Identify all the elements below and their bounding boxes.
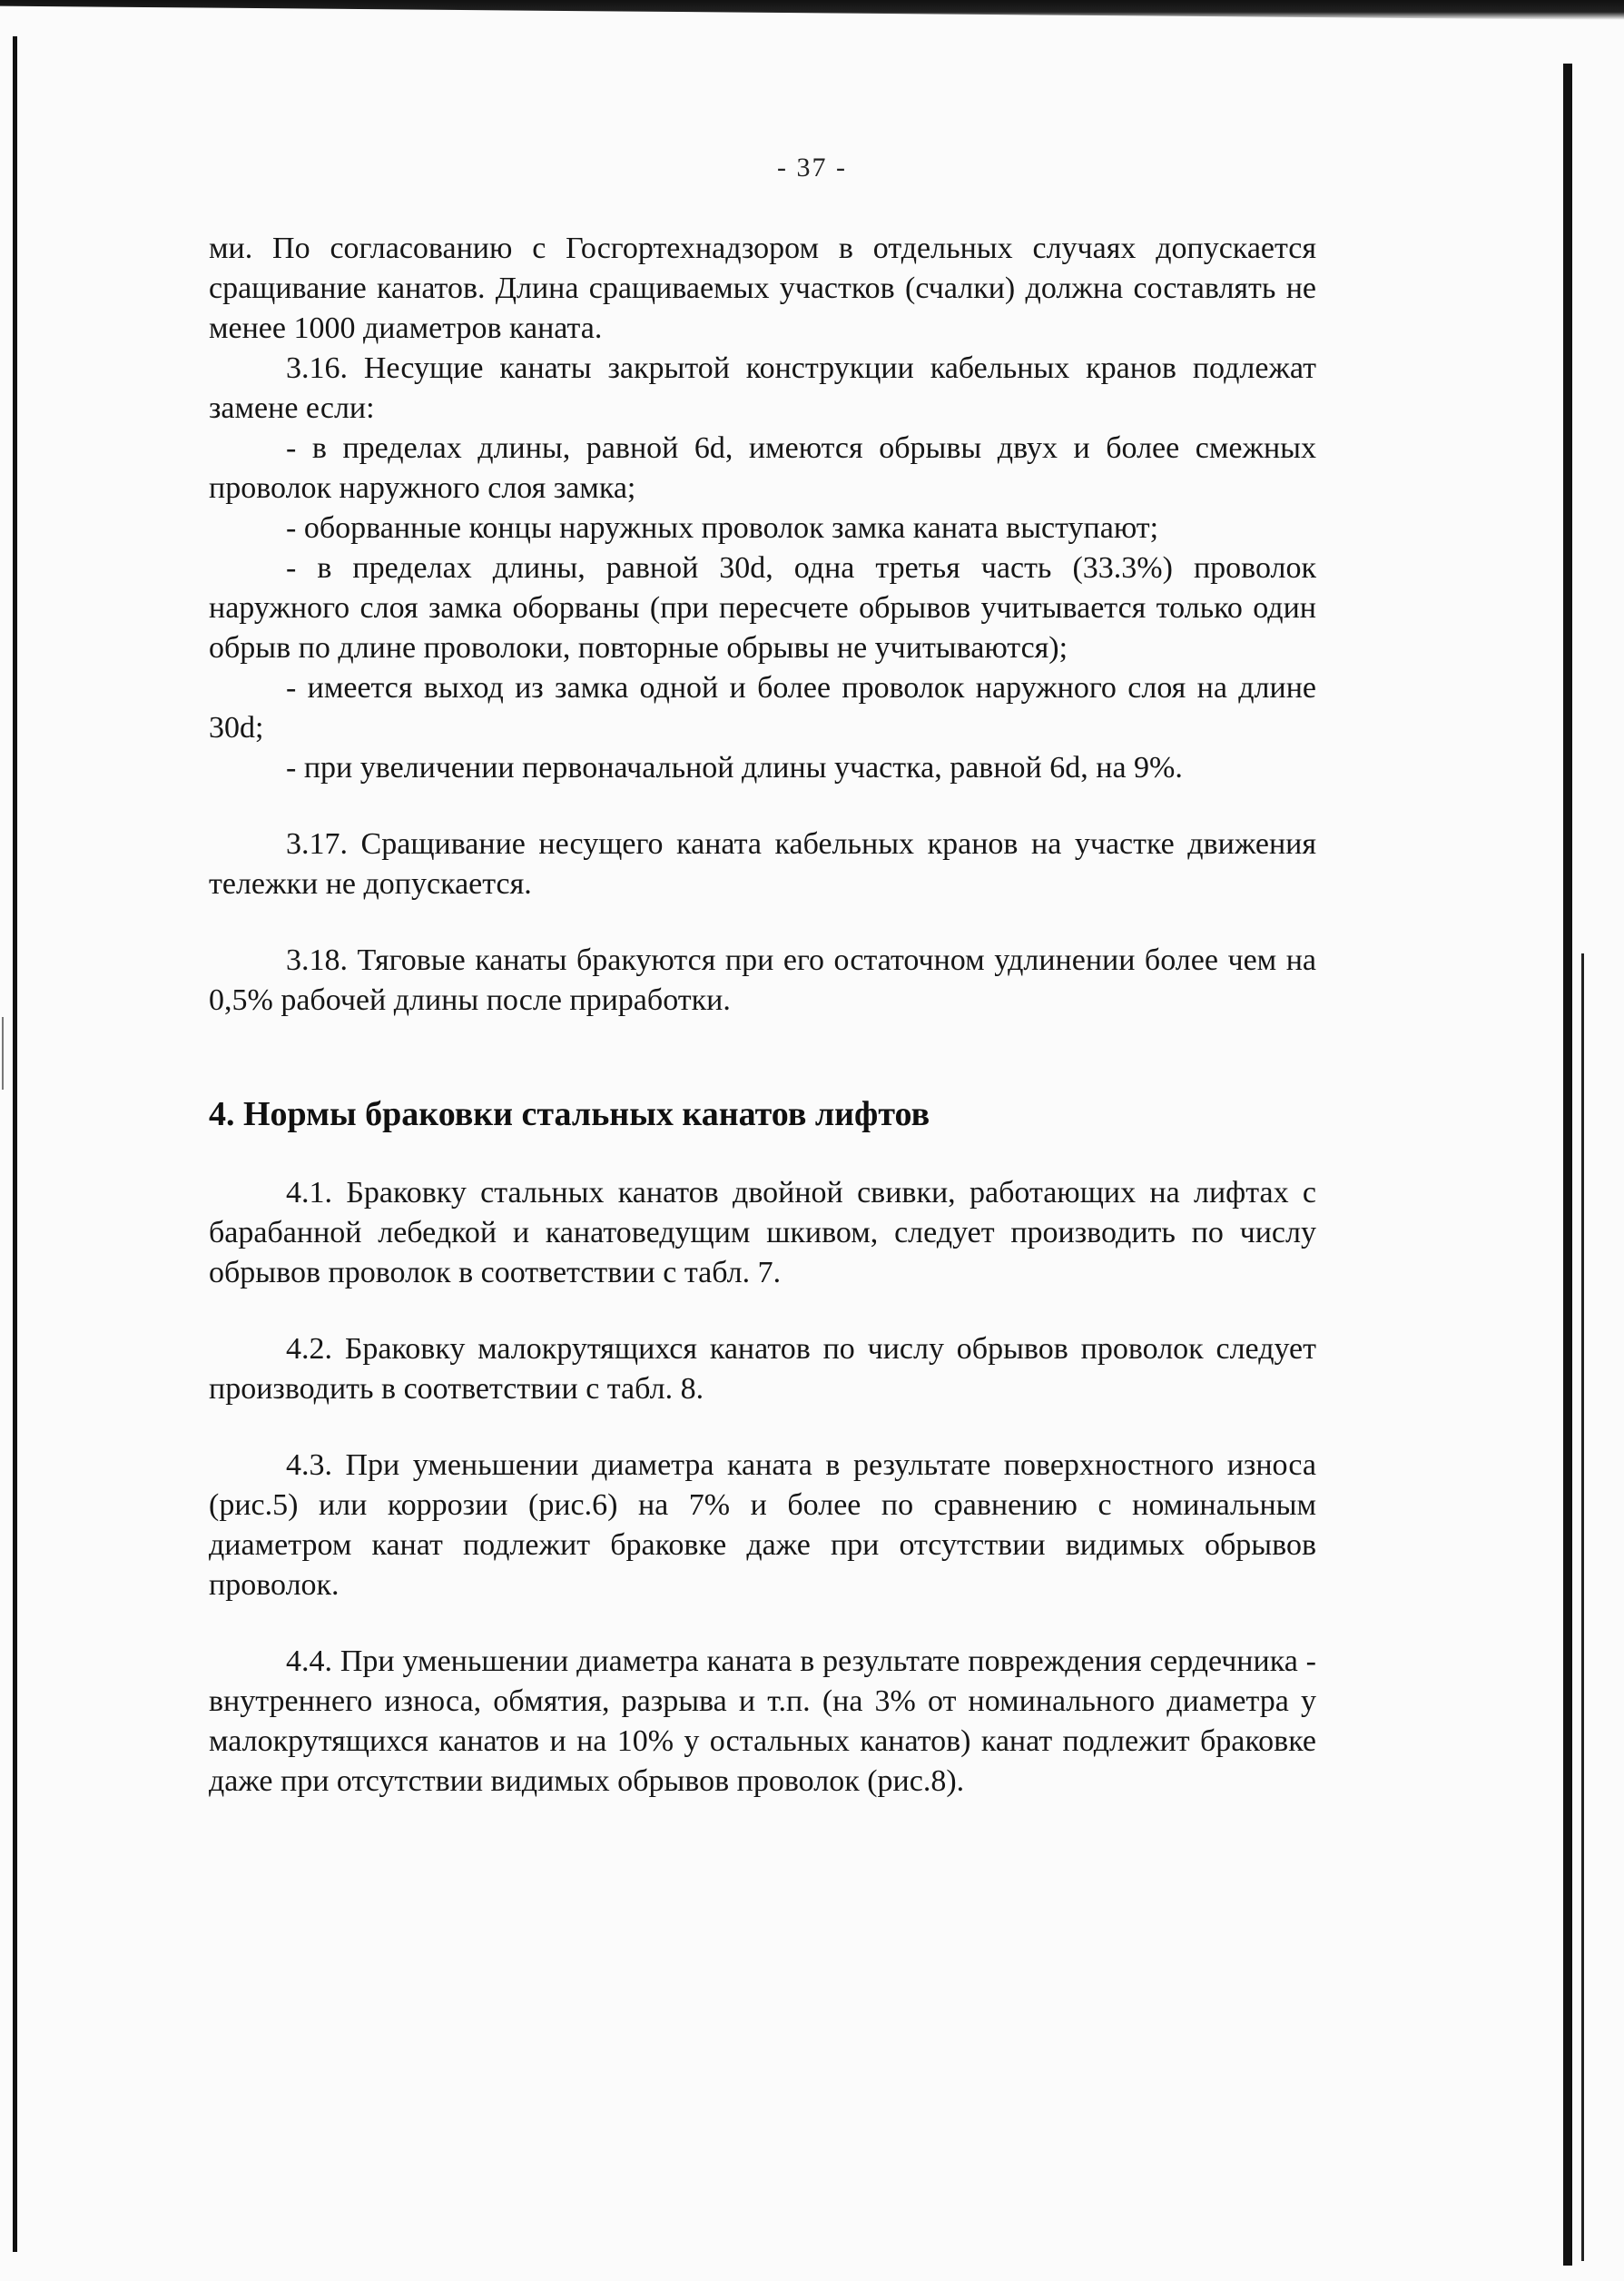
clause-4-3: 4.3. При уменьшении диаметра каната в результате поверхностного износа (рис.5) или коррозии (рис.6) на 7% и более по сравнению с номинальным диаметром канат подлежит браковке даже при отсутствии видимых обрывов проволок.	[209, 1448, 1316, 1602]
scan-left-edge	[13, 36, 17, 2252]
clause-4-4: 4.4. При уменьшении диаметра каната в результате повреждения сердечника - внутреннего износа, обмятия, разрыва и т.п. (на 3% от номинального диаметра у малокрутящихся канатов и на 10% у остальных канатов) канат подлежит браковке даже при отсутствии видимых обрывов проволок (рис.8).	[209, 1644, 1316, 1798]
scan-right-edge-thin	[1581, 953, 1584, 2261]
clause-3-16-intro: 3.16. Несущие канаты закрытой конструкции кабельных кранов подлежат замене если:	[209, 351, 1316, 425]
scan-top-edge	[0, 0, 1624, 20]
scan-right-edge	[1563, 64, 1572, 2266]
clause-4-2: 4.2. Браковку малокрутящихся канатов по числу обрывов проволок следует производить в соответствии с табл. 8.	[209, 1332, 1316, 1406]
continuation-paragraph: ми. По согласованию с Госгортехнадзором в отдельных случаях допускается сращивание канатов. Длина сращиваемых участков (счалки) должна составлять не менее 1000 диаметров каната.	[209, 232, 1316, 345]
clause-3-16-item-4: - имеется выход из замка одной и более проволок наружного слоя на длине 30d;	[209, 671, 1316, 745]
clause-3-16-item-2: - оборванные концы наружных проволок замка каната выступают;	[286, 511, 1159, 545]
clause-3-18: 3.18. Тяговые канаты бракуются при его остаточном удлинении более чем на 0,5% рабочей длины после приработки.	[209, 943, 1316, 1017]
clause-3-17: 3.17. Сращивание несущего каната кабельных кранов на участке движения тележки не допускается.	[209, 827, 1316, 901]
page-number: - 37 -	[777, 153, 847, 183]
section-4-heading: 4. Нормы браковки стальных канатов лифтов	[209, 1095, 930, 1133]
document-body	[209, 145, 1316, 1802]
clause-3-16-item-5: - при увеличении первоначальной длины участка, равной 6d, на 9%.	[286, 751, 1183, 785]
clause-3-16-item-1: - в пределах длины, равной 6d, имеются обрывы двух и более смежных проволок наружного слоя замка;	[209, 431, 1316, 505]
clause-4-1: 4.1. Браковку стальных канатов двойной свивки, работающих на лифтах с барабанной лебедкой и канатоведущим шкивом, следует производить по числу обрывов проволок в соответствии с табл. 7.	[209, 1176, 1316, 1289]
clause-3-16-item-3: - в пределах длины, равной 30d, одна третья часть (33.3%) проволок наружного слоя замка оборваны (при пересчете обрывов учитывается только один обрыв по длине проволоки, повторные обрывы не учитываются);	[209, 551, 1316, 665]
scan-left-mark	[2, 1017, 4, 1090]
